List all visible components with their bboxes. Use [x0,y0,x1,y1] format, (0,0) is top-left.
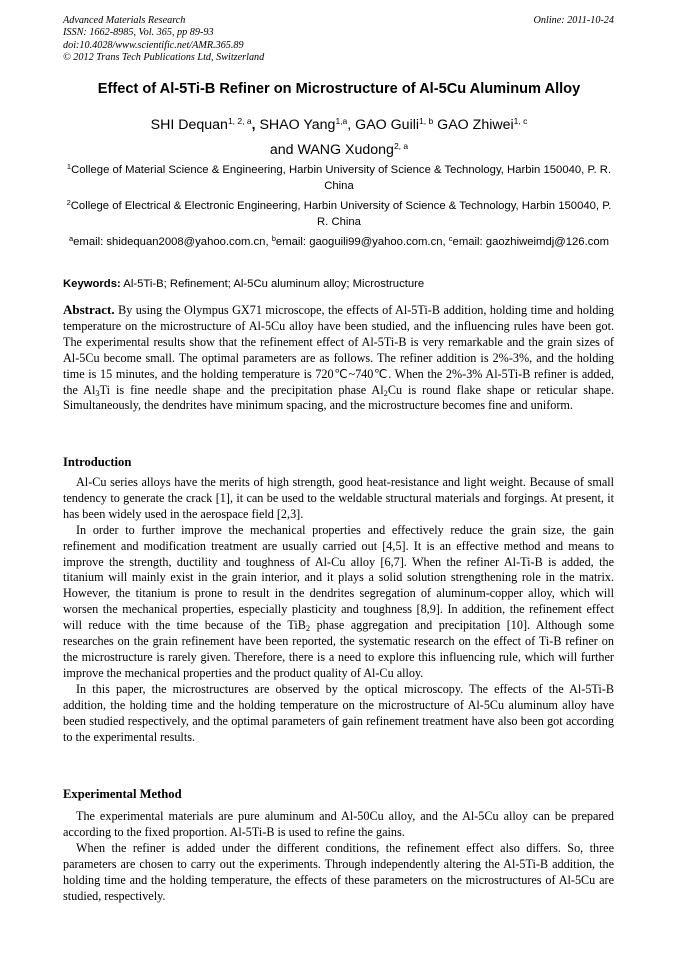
email-list: $^a$email: shidequan2008@yahoo.com.cn, $^b$email: gaoguili99@yahoo.com.cn, $^c$email: gaozhiweimdj@126.com [68,234,610,248]
email-c: email: gaozhiweimdj@126.com [452,236,610,248]
section-heading-experimental: Experimental Method [63,787,182,801]
paragraph: Al-Cu series alloys have the merits of high strength, good heat-resistance and light weight. Because of small tendency to generate the crack [1], it can be used to the weldable structural materials and forgings. At present, it has been widely used in the aerospace field [2,3]. [63,475,614,521]
author-sup: 2, a [393,141,409,151]
author-name: GAO Zhiwei [437,117,514,133]
abstract-label: Abstract. [63,302,115,317]
author-sup: 1,a [335,116,348,126]
online-date: Online: 2011-10-24 [533,15,614,26]
copyright-line: © 2012 Trans Tech Publications Ltd, Switzerland [63,52,265,64]
paragraph: In this paper, the microstructures are observed by the optical microscopy. The effects of the Al-5Ti-B addition, the holding time and the holding temperature on the microstructure of Al-5Cu aluminum alloy have been studied respectively, and the optimal parameters of gain refinement treatment have also been got according to the experimental results. [63,681,614,744]
introduction-body [63,475,614,745]
keywords-text: Al-5Ti-B; Refinement; Al-5Cu aluminum alloy; Microstructure [123,278,425,290]
author-list [40,113,638,163]
affiliation-1: $^1$College of Material Science & Engineering, Harbin University of Science & Technology, Harbin 150040, P. R. China [66,162,612,192]
author-sup: 1, b [419,116,434,126]
email-b: email: gaoguili99@yahoo.com.cn, [275,236,449,248]
author-name: SHAO Yang [259,117,336,133]
paragraph: In order to further improve the mechanical properties and effectively reduce the grain size, the gain refinement and modification treatment are usually carried out [4,5]. It is an effective method and means to improve the strength, ductility and toughness of Al-Cu alloy [6,7]. When the refiner Al-Ti-B is added, the titanium will mainly exist in the grain interior, and it plays a solid solution strengthening role in the matrix. However, the titanium is prone to result in the dendrites segregation of aluminum-copper alloy, which will worsen the mechanical properties, especially plasticity and toughness [8,9]. In addition, the refinement effect will reduce with the time because of the TiB$_2$ phase aggregation and precipitation [10]. Although some researches on the grain refinement have been reported, the systematic research on the effect of Ti-B refiner on the microstructure is rarely given. Therefore, there is a need to explore this influencing rule, which will further improve the mechanical properties and the product quality of Al-Cu alloy. [63,522,614,680]
author-name: SHI Dequan [150,117,228,133]
paragraph: The experimental materials are pure aluminum and Al-50Cu alloy, and the Al-5Cu alloy can be prepared according to the fixed proportion. Al-5Ti-B is used to refine the gains. [63,809,614,839]
affiliation-2: $^2$College of Electrical & Electronic Engineering, Harbin University of Science & Technology, Harbin 150040, P. R. China [66,198,612,228]
author-name: and WANG Xudong [269,142,394,158]
author-name: GAO Guili [355,117,420,133]
author-line-2 [40,138,638,163]
section-heading-introduction: Introduction [63,455,132,469]
journal-header [63,15,264,65]
keywords [63,278,615,290]
keywords-label: Keywords: [63,278,121,290]
author-line-1: SHI Dequan$^{1, 2, a}$, SHAO Yang$^{1,a}$, GAO Guili$^{1, b}$ GAO Zhiwei$^{1, c}$ [150,116,528,133]
journal-name: Advanced Materials Research [63,15,186,26]
issn-line: ISSN: 1662-8985, Vol. 365, pp 89-93 [63,27,214,39]
abstract: Abstract. By using the Olympus GX71 microscope, the effects of Al-5Ti-B addition, holding time and holding temperature on the microstructure of Al-5Cu alloy have been studied, and the influencing rules have been got. The experimental results show that the refinement effect of Al-5Ti-B is very remarkable and the grain sizes of Al-5Cu become small. The optimal parameters are as follows. The refiner addition is 2%-3%, and the holding time is 15 minutes, and the holding temperature is 720℃~740℃. When the 2%-3% Al-5Ti-B refiner is added, the $Al_3Ti$ is fine needle shape and the precipitation phase $Al_2Cu$ is round flake shape or reticular shape. Simultaneously, the dendrites have minimum spacing, and the microstructure becomes fine and uniform. [63,302,615,413]
author-sup: 1, c [513,116,528,126]
doi-line: doi:10.4028/www.scientific.net/AMR.365.89 [63,39,244,51]
paragraph: When the refiner is added under the different conditions, the refinement effect also differs. So, three parameters are chosen to carry out the experiments. Through independently altering the Al-5Ti-B addition, the holding time and the holding temperature, the effects of these parameters on the microstructures of Al-5Cu are studied, respectively. [63,840,614,903]
author-sup: 1, 2, a [227,116,252,126]
experimental-body [63,809,614,904]
email-a: email: shidequan2008@yahoo.com.cn, [73,236,272,248]
paper-title: Effect of Al-5Ti-B Refiner on Microstructure of Al-5Cu Aluminum Alloy [97,81,581,97]
